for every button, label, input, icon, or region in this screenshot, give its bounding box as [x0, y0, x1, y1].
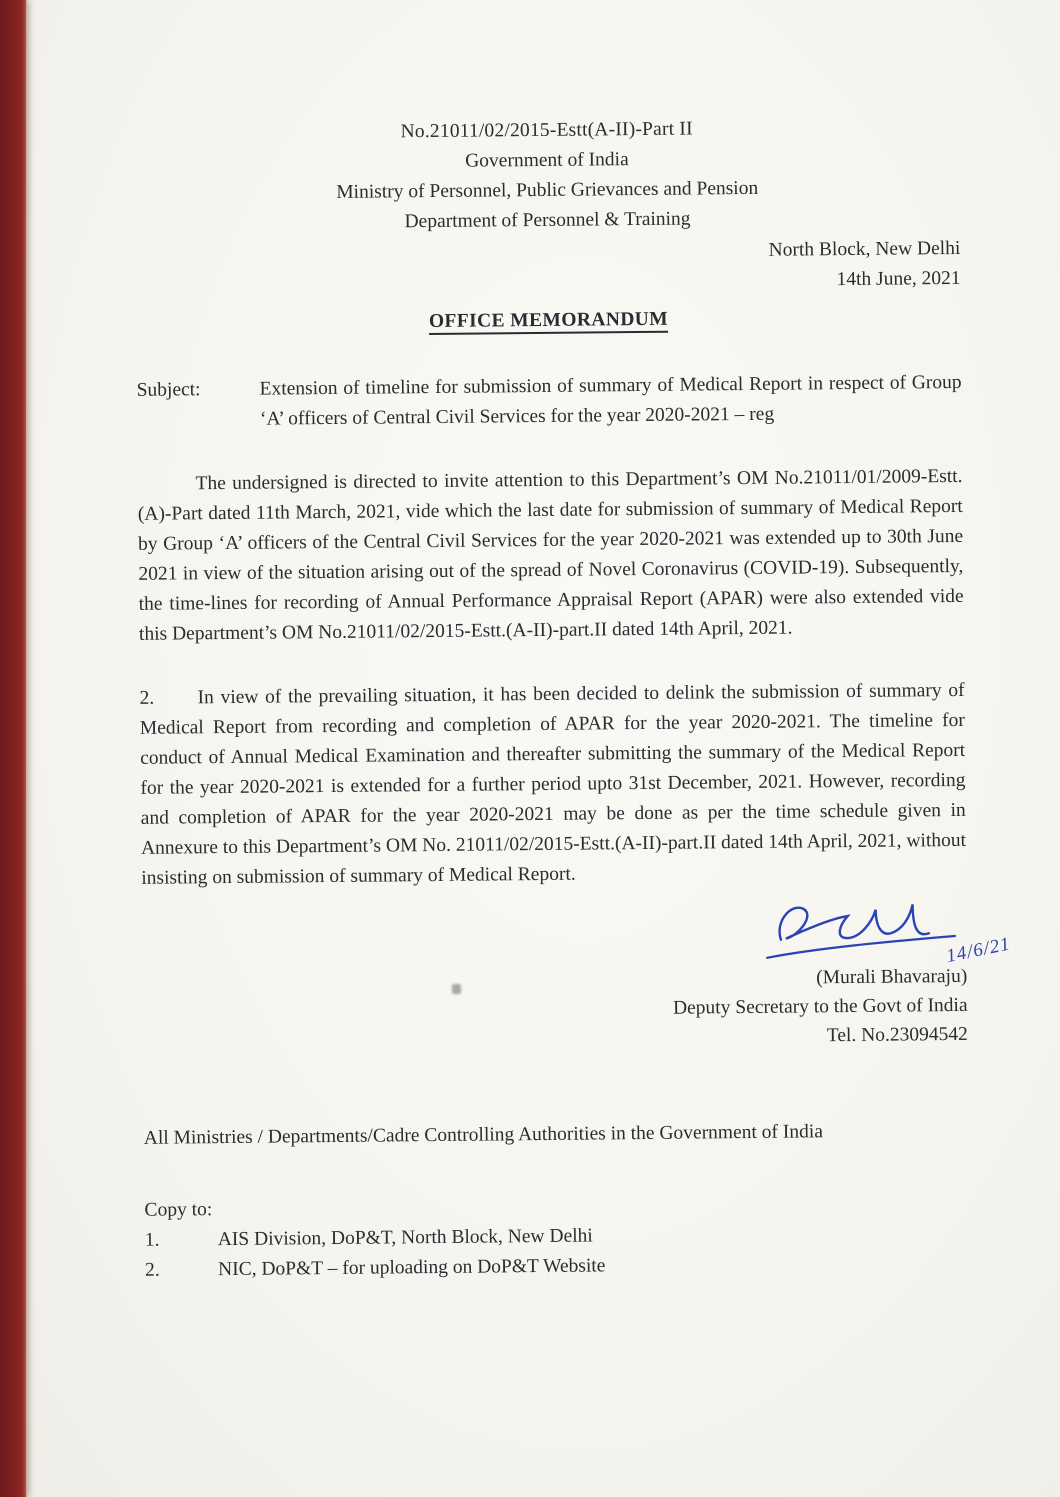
subject-label: Subject: — [136, 379, 201, 401]
paragraph-2-number: 2. — [139, 687, 155, 709]
reference-number: No.21011/02/2015-Estt(A-II)-Part II — [400, 118, 693, 143]
paragraph-2 — [139, 676, 966, 894]
org-line-department: Department of Personnel & Training — [404, 208, 691, 233]
copy-to-label: Copy to: — [144, 1199, 213, 1221]
date-line: 14th June, 2021 — [836, 267, 961, 291]
place-date-block — [135, 234, 961, 302]
signature-scribble-icon — [758, 892, 959, 972]
copy-item-number: 2. — [144, 1259, 160, 1281]
copy-item-number: 1. — [144, 1229, 160, 1251]
place-line: North Block, New Delhi — [768, 237, 961, 261]
signatory-phone: Tel. No.23094542 — [826, 1023, 968, 1047]
subject-block — [136, 368, 962, 436]
org-line-government: Government of India — [465, 149, 629, 172]
scan-smudge-artifact — [452, 984, 461, 994]
signature — [758, 892, 1013, 972]
copy-item-text: AIS Division, DoP&T, North Block, New Delhi — [217, 1225, 593, 1251]
signatory-name: (Murali Bhavaraju) — [816, 965, 968, 989]
handwritten-date: 14/6/21 — [944, 933, 1013, 968]
paragraph-2-text: In view of the prevailing situation, it has been decided to delink the submission of summary of Medical Report from recording and completion of APAR for the year 2020-2021. The timeline for conduct of Annual Medical Examination and thereafter submitting the summary of the Medical Report for the year 2020-2021 is extended for a further period upto 31st December, 2021. However, recording and completion of APAR for the year 2020-2021 may be done as per the time schedule given in Annexure to this Department’s OM No. 21011/02/2015-Estt.(A-II)-part.II dated 14th April, 2021, without insisting on submission of summary of Medical Report. — [139, 679, 967, 889]
paragraph-1: The undersigned is directed to invite attention to this Department’s OM No.21011/01/2009-Estt.(A)-Part dated 11th March, 2021, vide which the last date for submission of summary of Medical Report by Group ‘A’ officers of the Central Civil Services for the year 2020-2021 was extended up to 30th June 2021 in view of the situation arising out of the spread of Novel Coronavirus (COVID-19). Subsequently, the time-lines for recording of Annual Performance Appraisal Report (APAR) were also extended vide this Department’s OM No.21011/02/2015-Estt.(A-II)-part.II dated 14th April, 2021. — [137, 465, 964, 645]
memo-title — [136, 302, 961, 340]
org-line-ministry: Ministry of Personnel, Public Grievances and Pension — [336, 177, 759, 203]
memo-title-text: OFFICE MEMORANDUM — [429, 309, 668, 335]
signatory-lines — [142, 962, 968, 1057]
signatory-designation: Deputy Secretary to the Govt of India — [672, 994, 968, 1019]
distribution-line: All Ministries / Departments/Cadre Controlling Authorities in the Government of India — [143, 1121, 824, 1149]
signature-block — [142, 900, 1013, 1080]
subject-text: Extension of timeline for submission of summary of Medical Report in respect of Group ‘A’ officers of Central Civil Services for the year 2020-2021 – reg — [259, 371, 962, 430]
copy-item-text: NIC, DoP&T – for uploading on DoP&T Website — [217, 1255, 606, 1281]
